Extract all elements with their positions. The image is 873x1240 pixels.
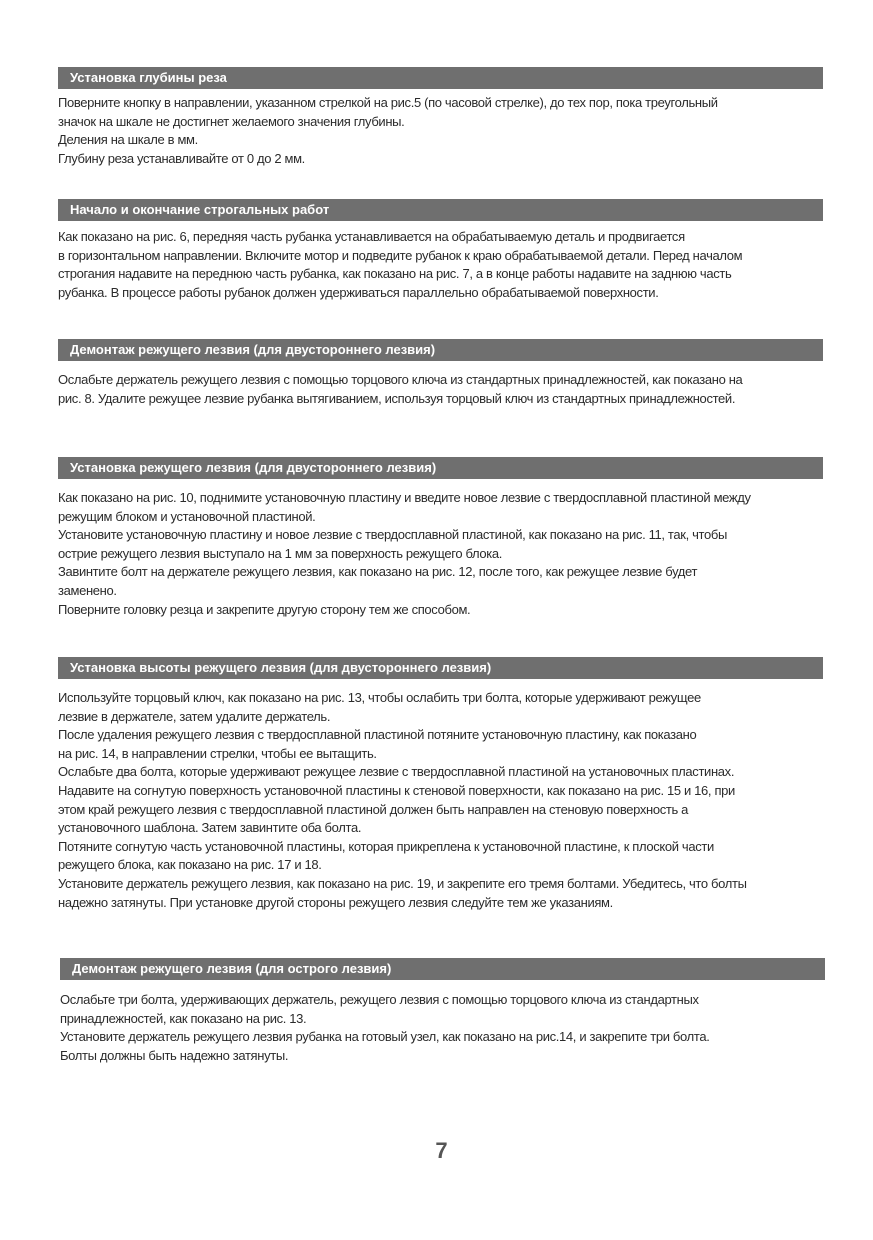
text-line: Потяните согнутую часть установочной пластины, которая прикреплена к установочной пластине, к плоской части (58, 838, 714, 854)
text-line: Как показано на рис. 6, передняя часть рубанка устанавливается на обрабатываемую деталь и продвигается (58, 229, 685, 244)
text-line: Поверните кнопку в направлении, указанном стрелкой на рис.5 (по часовой стрелке), до тех пор, пока треугольный (58, 95, 718, 110)
text-line: Ослабьте держатель режущего лезвия с помощью торцового ключа из стандартных принадлежностей, как показано на (58, 372, 743, 387)
section-body (58, 371, 742, 408)
text-line: рубанка. В процессе работы рубанок должен удерживаться параллельно обрабатываемой поверхности. (58, 284, 659, 300)
section-body (60, 991, 709, 1065)
text-line: Ослабьте два болта, которые удерживают режущее лезвие с твердосплавной пластиной на установочных пластинах. (58, 764, 735, 780)
text-line: надежно затянуты. При установке другой стороны режущего лезвия следуйте тем же указаниям. (58, 894, 613, 910)
text-line: лезвие в держателе, затем удалите держатель. (58, 708, 331, 724)
section-heading: Демонтаж режущего лезвия (для острого лезвия) (60, 958, 825, 980)
text-line: в горизонтальном направлении. Включите мотор и подведите рубанок к краю обрабатываемой детали. Перед началом (58, 247, 743, 263)
text-line: значок на шкале не достигнет желаемого значения глубины. (58, 113, 405, 129)
text-line: установочного шаблона. Затем завинтите оба болта. (58, 820, 362, 836)
text-line: Глубину реза устанавливайте от 0 до 2 мм. (58, 150, 305, 166)
text-line: Деления на шкале в мм. (58, 132, 198, 148)
section-heading: Установка высоты режущего лезвия (для двустороннего лезвия) (58, 657, 823, 679)
text-line: Ослабьте три болта, удерживающих держатель, режущего лезвия с помощью торцового ключа из стандартных (60, 992, 699, 1007)
text-line: Установите установочную пластину и новое лезвие с твердосплавной пластиной, как показано на рис. 11, так, чтобы (58, 527, 727, 543)
text-line: заменено. (58, 582, 117, 598)
section-heading: Установка режущего лезвия (для двустороннего лезвия) (58, 457, 823, 479)
text-line: острие режущего лезвия выступало на 1 мм за поверхность режущего блока. (58, 545, 503, 561)
text-line: Установите держатель режущего лезвия рубанка на готовый узел, как показано на рис.14, и закрепите три болта. (60, 1029, 710, 1045)
text-line: строгания надавите на переднюю часть рубанка, как показано на рис. 7, а в конце работы надавите на заднюю часть (58, 266, 732, 282)
section-body (58, 228, 742, 302)
text-line: Как показано на рис. 10, поднимите установочную пластину и введите новое лезвие с твердосплавной пластиной между (58, 490, 751, 505)
section-heading: Начало и окончание строгальных работ (58, 199, 823, 221)
section-heading: Демонтаж режущего лезвия (для двустороннего лезвия) (58, 339, 823, 361)
text-line: рис. 8. Удалите режущее лезвие рубанка вытягиванием, используя торцовый ключ из стандартных принадлежностей. (58, 390, 736, 406)
text-line: Надавите на согнутую поверхность установочной пластины к стеновой поверхности, как показано на рис. 15 и 16, при (58, 782, 735, 798)
section-body (58, 94, 718, 168)
text-line: Установите держатель режущего лезвия, как показано на рис. 19, и закрепите его тремя болтами. Убедитесь, что болты (58, 875, 747, 891)
section-heading: Установка глубины реза (58, 67, 823, 89)
text-line: на рис. 14, в направлении стрелки, чтобы ее вытащить. (58, 745, 377, 761)
text-line: Поверните головку резца и закрепите другую сторону тем же способом. (58, 601, 471, 617)
text-line: Завинтите болт на держателе режущего лезвия, как показано на рис. 12, после того, как режущее лезвие будет (58, 564, 698, 580)
section-body (58, 489, 751, 619)
section-body (58, 689, 747, 912)
text-line: После удаления режущего лезвия с твердосплавной пластиной потяните установочную пластину, как показано (58, 727, 697, 743)
text-line: Используйте торцовый ключ, как показано на рис. 13, чтобы ослабить три болта, которые удерживают режущее (58, 690, 701, 705)
text-line: этом край режущего лезвия с твердосплавной пластиной должен быть направлен на стеновую поверхность а (58, 801, 689, 817)
text-line: режущего блока, как показано на рис. 17 и 18. (58, 857, 322, 873)
text-line: принадлежностей, как показано на рис. 13. (60, 1010, 307, 1026)
page-number: 7 (435, 1138, 448, 1163)
text-line: режущим блоком и установочной пластиной. (58, 508, 316, 524)
text-line: Болты должны быть надежно затянуты. (60, 1047, 289, 1063)
